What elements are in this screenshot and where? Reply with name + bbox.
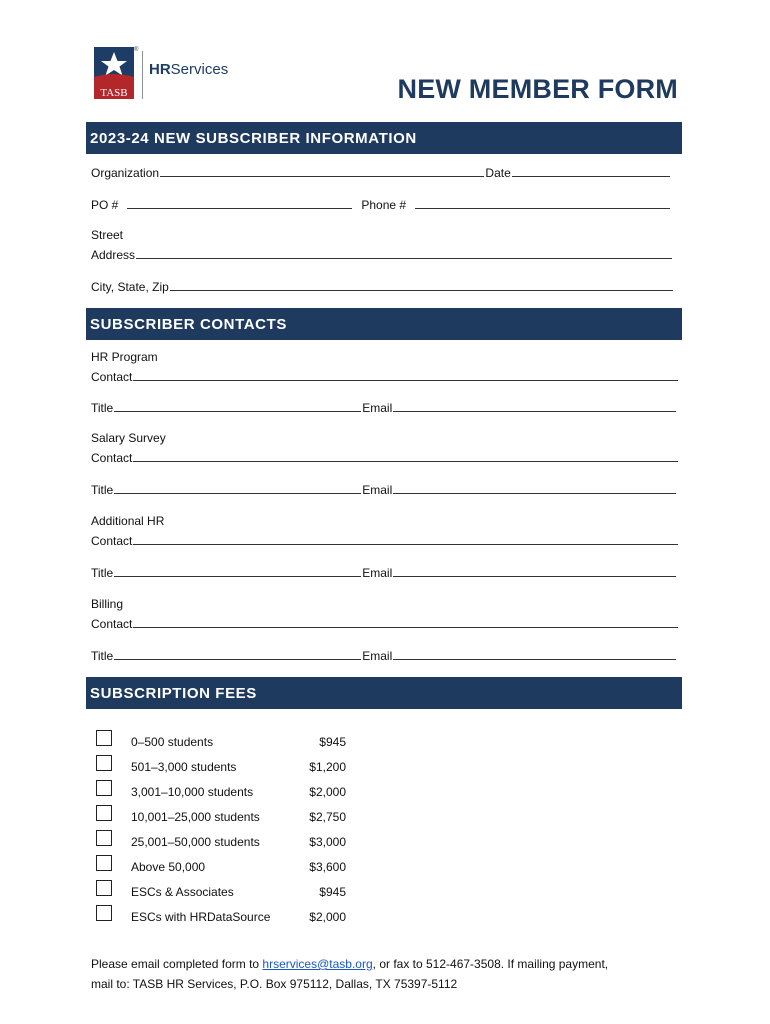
fee-option (96, 855, 346, 880)
contact-additional-hr-row (91, 530, 679, 548)
phone-label: Phone # (361, 198, 407, 212)
contact-label: Contact (91, 534, 133, 548)
fee-checkbox[interactable] (96, 855, 112, 871)
fee-label: 0–500 students (131, 735, 214, 749)
city-state-zip-field[interactable] (170, 277, 673, 291)
email-label: Email (362, 401, 393, 415)
date-field[interactable] (512, 163, 670, 177)
fee-price: $2,000 (309, 910, 346, 924)
date-label: Date (485, 166, 511, 180)
po-field[interactable] (127, 195, 352, 209)
organization-field[interactable] (160, 163, 484, 177)
billing-title-email-row (91, 645, 677, 663)
fee-label: 501–3,000 students (131, 760, 237, 774)
contact-billing-row (91, 613, 679, 631)
contact-label: Contact (91, 370, 133, 384)
fee-option (96, 805, 346, 830)
tasb-star-emblem-icon (94, 47, 134, 99)
fee-price: $2,000 (309, 785, 346, 799)
additional-hr-email-field[interactable] (393, 563, 676, 577)
fee-checkbox[interactable] (96, 905, 112, 921)
salary-survey-email-field[interactable] (393, 480, 676, 494)
fee-price: $945 (319, 885, 346, 899)
fee-checkbox[interactable] (96, 880, 112, 896)
footer-mailing-address: mail to: TASB HR Services, P.O. Box 975112, Dallas, TX 75397-5112 (91, 977, 458, 991)
email-label: Email (362, 566, 393, 580)
form-title: NEW MEMBER FORM (397, 74, 678, 104)
fee-price: $1,200 (309, 760, 346, 774)
fee-label: ESCs with HRDataSource (131, 910, 271, 924)
fee-price: $3,000 (309, 835, 346, 849)
section-header-subscriber-info: 2023-24 NEW SUBSCRIBER INFORMATION (86, 122, 682, 154)
po-label: PO # (91, 198, 119, 212)
title-label: Title (91, 649, 114, 663)
street-address-row (91, 244, 673, 262)
footer-text-pre: Please email completed form to (91, 957, 263, 971)
billing-email-field[interactable] (393, 646, 676, 660)
email-link[interactable]: hrservices@tasb.org (262, 957, 373, 971)
contact-salary-survey-row (91, 447, 679, 465)
trademark-mark: ® (134, 47, 139, 53)
title-label: Title (91, 401, 114, 415)
fee-list (96, 730, 346, 930)
contact-hr-program-row (91, 366, 679, 384)
salary-survey-contact-field[interactable] (133, 448, 678, 462)
footer-instructions (91, 954, 691, 994)
fee-label: Above 50,000 (131, 860, 206, 874)
fee-checkbox[interactable] (96, 805, 112, 821)
street-address-label: Address (91, 248, 136, 262)
fee-option (96, 880, 346, 905)
section-header-fees: SUBSCRIPTION FEES (86, 677, 682, 709)
contact-label: Contact (91, 617, 133, 631)
fee-checkbox[interactable] (96, 830, 112, 846)
fee-option (96, 905, 346, 930)
fee-label: 10,001–25,000 students (131, 810, 260, 824)
fee-option (96, 755, 346, 780)
logo-brand-text (149, 61, 228, 78)
contact-label: Contact (91, 451, 133, 465)
fee-option (96, 830, 346, 855)
organization-date-row (91, 162, 671, 180)
contact-hr-program-label: HR Program (91, 350, 158, 364)
additional-hr-contact-field[interactable] (133, 531, 678, 545)
fee-checkbox[interactable] (96, 780, 112, 796)
fee-price: $945 (319, 735, 346, 749)
title-label: Title (91, 483, 114, 497)
contact-salary-survey-label: Salary Survey (91, 431, 166, 445)
salary-survey-title-email-row (91, 479, 677, 497)
logo-brand-rest: Services (170, 61, 229, 78)
logo-brand-bold: HR (149, 61, 171, 78)
hr-program-email-field[interactable] (393, 398, 676, 412)
fee-option (96, 730, 346, 755)
fee-label: 3,001–10,000 students (131, 785, 254, 799)
title-label: Title (91, 566, 114, 580)
logo-emblem-text: TASB (100, 87, 128, 99)
additional-hr-title-email-row (91, 562, 677, 580)
phone-field[interactable] (415, 195, 670, 209)
email-label: Email (362, 649, 393, 663)
fee-price: $3,600 (309, 860, 346, 874)
fee-checkbox[interactable] (96, 730, 112, 746)
salary-survey-title-field[interactable] (114, 480, 361, 494)
hr-program-contact-field[interactable] (133, 367, 678, 381)
street-label-top: Street (91, 228, 124, 242)
hr-program-title-email-row (91, 397, 677, 415)
billing-contact-field[interactable] (133, 614, 678, 628)
logo-divider (142, 51, 143, 99)
tasb-hr-services-logo (94, 47, 234, 101)
fee-label: 25,001–50,000 students (131, 835, 260, 849)
footer-text-post: , or fax to 512-467-3508. If mailing payment, (372, 957, 609, 971)
fee-price: $2,750 (309, 810, 346, 824)
organization-label: Organization (91, 166, 160, 180)
hr-program-title-field[interactable] (114, 398, 361, 412)
fee-option (96, 780, 346, 805)
section-header-contacts: SUBSCRIBER CONTACTS (86, 308, 682, 340)
additional-hr-title-field[interactable] (114, 563, 361, 577)
fee-label: ESCs & Associates (131, 885, 234, 899)
contact-additional-hr-label: Additional HR (91, 514, 165, 528)
po-phone-row (91, 194, 671, 212)
contact-billing-label: Billing (91, 597, 124, 611)
fee-checkbox[interactable] (96, 755, 112, 771)
street-address-field[interactable] (136, 245, 672, 259)
city-state-zip-label: City, State, Zip (91, 280, 169, 294)
email-label: Email (362, 483, 393, 497)
city-state-zip-row (91, 276, 674, 294)
billing-title-field[interactable] (114, 646, 361, 660)
